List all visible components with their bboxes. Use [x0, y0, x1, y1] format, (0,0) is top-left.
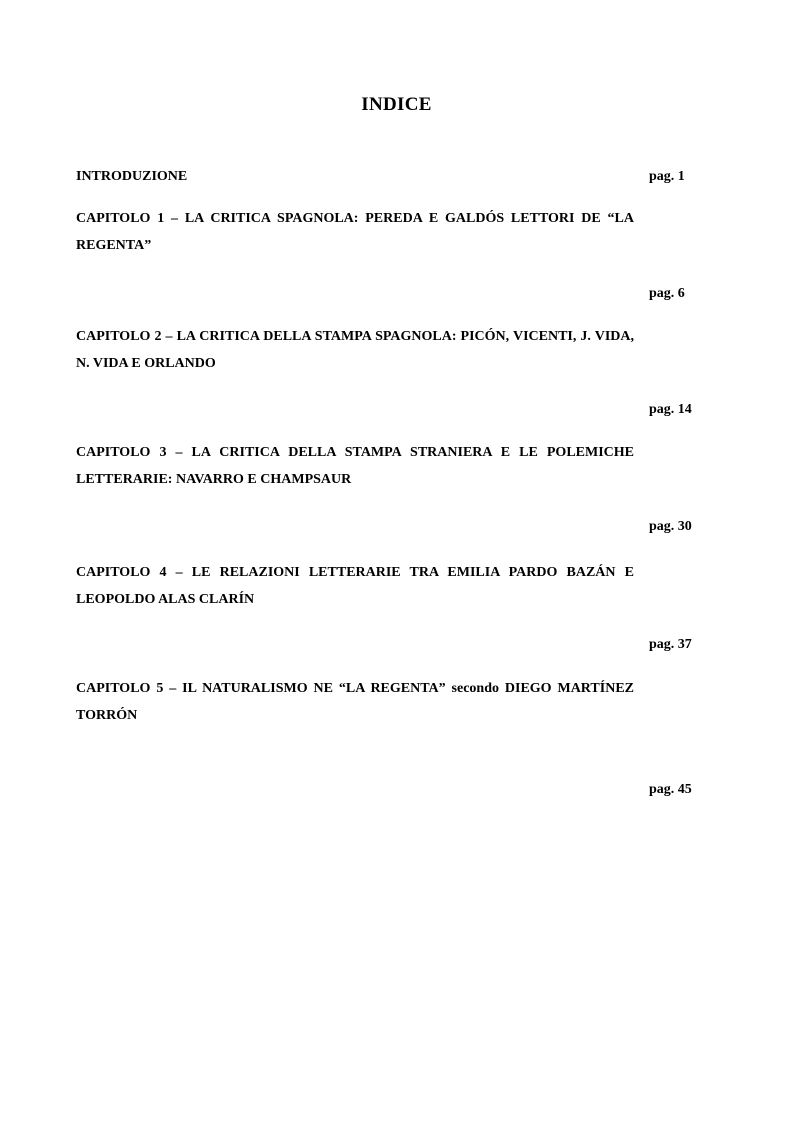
- toc-page-capitolo-1: pag. 6: [649, 286, 685, 301]
- toc-page-capitolo-5: pag. 45: [649, 782, 692, 797]
- toc-page-capitolo-2: pag. 14: [649, 402, 692, 417]
- toc-entry-capitolo-4: CAPITOLO 4 – LE RELAZIONI LETTERARIE TRA EMILIA PARDO BAZÁN E LEOPOLDO ALAS CLARÍN: [76, 565, 634, 607]
- page-title: INDICE: [361, 94, 432, 115]
- toc-entry-capitolo-3: CAPITOLO 3 – LA CRITICA DELLA STAMPA STRANIERA E LE POLEMICHE LETTERARIE: NAVARRO E CHAMPSAUR: [76, 445, 634, 487]
- toc-entry-capitolo-2: CAPITOLO 2 – LA CRITICA DELLA STAMPA SPAGNOLA: PICÓN, VICENTI, J. VIDA, N. VIDA E ORLANDO: [76, 329, 634, 371]
- toc-entry-introduzione: INTRODUZIONE: [76, 169, 188, 184]
- toc-entry-capitolo-1: CAPITOLO 1 – LA CRITICA SPAGNOLA: PEREDA E GALDÓS LETTORI DE “LA REGENTA”: [76, 211, 634, 253]
- toc-page-capitolo-3: pag. 30: [649, 519, 692, 534]
- toc-page-capitolo-4: pag. 37: [649, 637, 692, 652]
- toc-entry-capitolo-5: CAPITOLO 5 – IL NATURALISMO NE “LA REGENTA” secondo DIEGO MARTÍNEZ TORRÓN: [76, 681, 634, 723]
- toc-page-introduzione: pag. 1: [649, 169, 685, 184]
